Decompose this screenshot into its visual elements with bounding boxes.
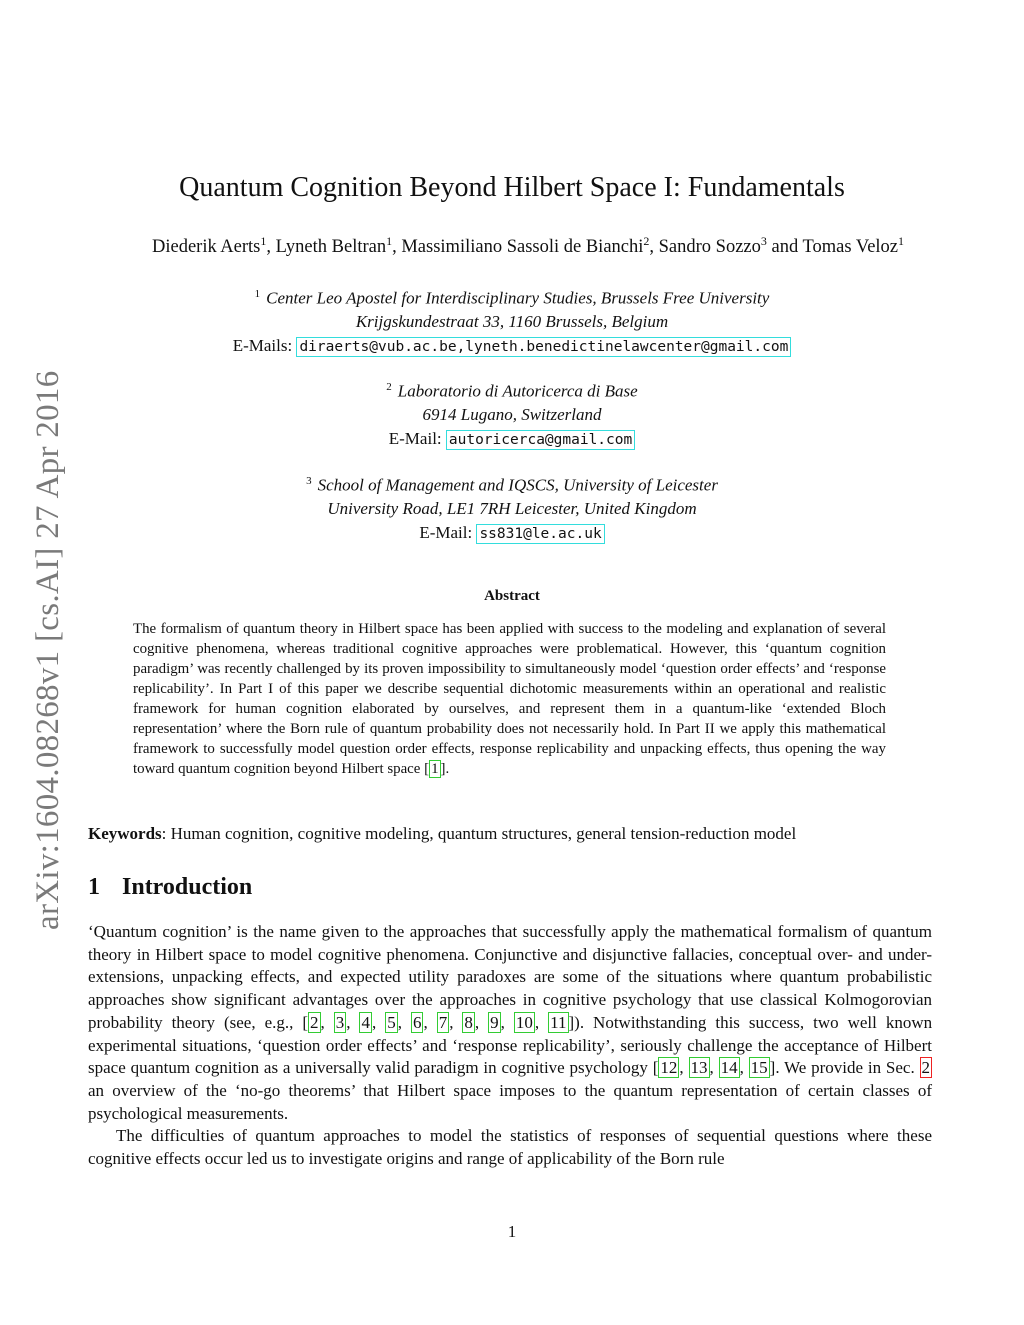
citation-link[interactable]: 14 xyxy=(720,1058,738,1078)
affiliation-address: Krijgskundestraat 33, 1160 Brussels, Belgium xyxy=(355,312,669,332)
affiliation-2 xyxy=(0,376,1024,452)
keywords xyxy=(88,824,796,844)
arxiv-identifier: arXiv:1604.08268v1 [cs.AI] 27 Apr 2016 xyxy=(30,370,66,930)
affiliation-address: 6914 Lugano, Switzerland xyxy=(422,405,602,425)
affiliation-number: 3 xyxy=(306,475,312,487)
abstract-body: The formalism of quantum theory in Hilbert space has been applied with success to the modeling and explanation of several cognitive phenomena, whereas traditional cognitive approaches were problematical. However, this ‘quantum cognition paradigm’ was recently challenged by its proven impossibility to simultaneously model ‘question order effects’ and ‘response replicability’. In Part I of this paper we describe sequential dichotomic measurements within an operational and realistic framework for human cognition elaborated by ourselves, and represent them in a quantum-like ‘extended Bloch representation’ where the Born rule of quantum probability does not necessarily hold. In Part II we apply this mathematical framework to successfully model question order effects, response replicability and unpacking effects, thus opening the way toward quantum cognition beyond Hilbert space [ 1 ]. xyxy=(133,621,886,777)
paragraph: ‘Quantum cognition’ is the name given to the approaches that successfully apply the mathematical formalism of quantum theory in Hilbert space to model cognitive phenomena. Conjunctive and disjunctive fallacies, conceptual over- and under-extensions, unpacking effects, and expected utility paradoxes are some of the situations where quantum probabilistic approaches show significant advantages over the approaches in cognitive psychology that use classical Kolmogorovian probability theory (see, e.g., [ 2 , 3 , 4 , 5 , 6 , 7 , 8 , 9 , 10 , 11 ]). Notwithstanding this success, two well known experimental situations, ‘question order effects’ and ‘response replicability’, seriously challenge the acceptance of Hilbert space quantum cognition as a universally valid paradigm in cognitive psychology [ 12 , 13 , 14 , 15 ]. We provide in Sec. 2 an overview of the ‘no-go theorems’ that Hilbert space imposes to the quantum representation of certain classes of psychological measurements. xyxy=(88,922,933,1123)
citation-link[interactable]: 1 xyxy=(431,761,439,777)
author-list: Diederik Aerts$^1$, Lyneth Beltran$^1$, Massimiliano Sassoli de Bianchi$^2$, Sandro Sozzo$^3$ and Tomas Veloz$^1$ xyxy=(151,234,905,258)
section-heading xyxy=(88,874,252,901)
body-text xyxy=(88,921,932,1171)
email-label: E-Mails: xyxy=(232,335,297,355)
abstract-heading: Abstract xyxy=(484,588,540,604)
author-affiliation-mark: 1 xyxy=(386,234,393,248)
abstract-text: The formalism of quantum theory in Hilbert space has been applied with success to the modeling and explanation of several cognitive phenomena, whereas traditional cognitive approaches were problematical. However, this ‘quantum cognition paradigm’ was recently challenged by its proven impossibility to simultaneously model ‘question order effects’ and ‘response replicability’. In Part I of this paper we describe sequential dichotomic measurements within an operational and realistic framework for human cognition elaborated by ourselves, and represent them in a quantum-like ‘extended Bloch representation’ where the Born rule of quantum probability does not necessarily hold. In Part II we apply this mathematical framework to successfully model question order effects, response replicability and unpacking effects, thus opening the way toward quantum cognition beyond Hilbert space xyxy=(133,621,886,777)
email-label: E-Mail: xyxy=(388,428,446,448)
section-ref-link[interactable]: 2 xyxy=(921,1058,931,1078)
citation-link[interactable]: 10 xyxy=(515,1012,533,1032)
affiliation-number: 2 xyxy=(386,381,392,393)
section-number: 1 xyxy=(88,874,100,900)
author-name: Lyneth Beltran xyxy=(275,237,387,258)
affiliation-1 xyxy=(0,283,1024,359)
paragraph: The difficulties of quantum approaches to model the statistics of responses of sequential questions where these cognitive effects occur led us to investigate origins and range of applicability of the Born rule xyxy=(88,1126,932,1169)
citation-link[interactable]: 5 xyxy=(387,1012,396,1032)
author-name: Diederik Aerts xyxy=(151,237,261,258)
affiliation-institution: Center Leo Apostel for Interdisciplinary Studies, Brussels Free University xyxy=(266,288,770,308)
citation-link[interactable]: 2 xyxy=(310,1012,319,1032)
page-number: 1 xyxy=(507,1222,517,1241)
citation-link[interactable]: 12 xyxy=(660,1058,678,1078)
affiliation-institution: School of Management and IQSCS, University of Leicester xyxy=(317,475,718,495)
keywords-label: Keywords xyxy=(88,824,162,843)
citation-link[interactable]: 3 xyxy=(335,1012,345,1032)
citation-link[interactable]: 7 xyxy=(438,1012,448,1032)
citation-link[interactable]: 13 xyxy=(690,1058,708,1078)
author-name: Sandro Sozzo xyxy=(658,237,761,258)
citation-link[interactable]: 9 xyxy=(490,1012,499,1032)
affiliation-address: University Road, LE1 7RH Leicester, United Kingdom xyxy=(327,499,697,519)
author-affiliation-mark: 1 xyxy=(898,234,905,248)
citation-link[interactable]: 6 xyxy=(412,1012,422,1032)
paper-title: Quantum Cognition Beyond Hilbert Space I: Fundamentals xyxy=(179,172,845,203)
author-affiliation-mark: 2 xyxy=(643,234,650,248)
author-affiliation-mark: 3 xyxy=(760,234,767,248)
citation-link[interactable]: 4 xyxy=(361,1012,370,1032)
author-affiliation-mark: 1 xyxy=(260,234,267,248)
section-title-text: Introduction xyxy=(122,874,253,900)
citation-link[interactable]: 15 xyxy=(750,1058,768,1078)
email-label: E-Mail: xyxy=(419,522,477,542)
email-link[interactable]: autoricerca@gmail.com xyxy=(446,430,635,450)
email-link[interactable]: ss831@le.ac.uk xyxy=(476,524,604,544)
email-link[interactable]: diraerts@vub.ac.be,lyneth.benedictinelawcenter@gmail.com xyxy=(296,337,791,357)
citation-link[interactable]: 8 xyxy=(464,1012,473,1032)
affiliation-institution: Laboratorio di Autoricerca di Base xyxy=(397,381,638,401)
affiliation-3 xyxy=(0,470,1024,546)
keywords-text: : Human cognition, cognitive modeling, quantum structures, general tension-reduction model xyxy=(161,824,797,843)
author-name: Tomas Veloz xyxy=(802,237,899,258)
citation-link[interactable]: 11 xyxy=(550,1012,567,1032)
affiliation-number: 1 xyxy=(254,288,261,300)
author-name: Massimiliano Sassoli de Bianchi xyxy=(401,237,644,258)
